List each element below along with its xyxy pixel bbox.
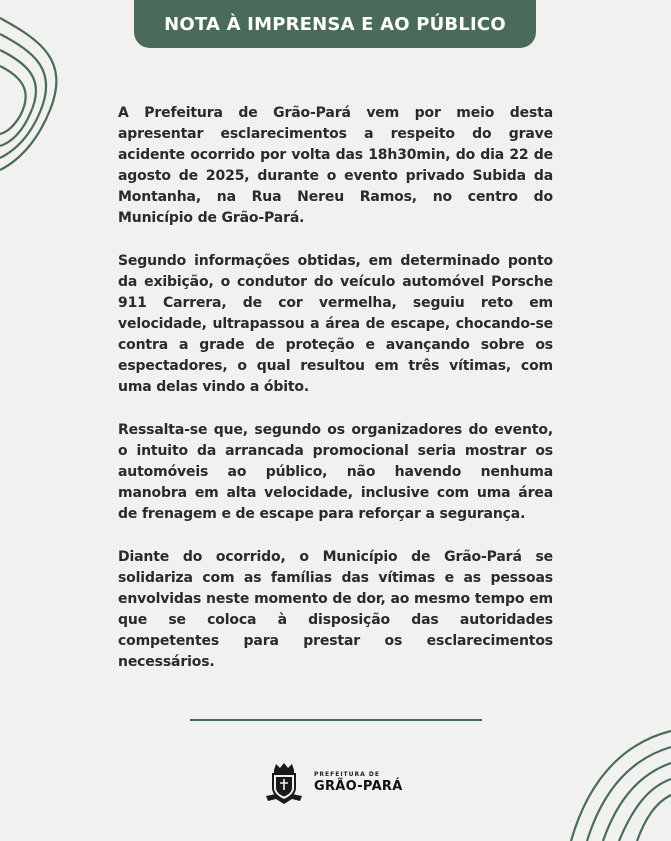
press-note-body: [118, 103, 553, 695]
header-banner: [134, 0, 536, 48]
paragraph-2: Segundo informações obtidas, em determinado ponto da exibição, o condutor do veículo automóvel Porsche 911 Carrera, de cor vermelha, seguiu reto em velocidade, ultrapassou a área de escape, chocando-se contra a grade de proteção e avançando sobre os espectadores, o qual resultou em três vítimas, com uma delas vindo a óbito.: [118, 253, 553, 395]
decorative-waves-bottom-right: [551, 721, 671, 841]
paragraph-1: A Prefeitura de Grão-Pará vem por meio desta apresentar esclarecimentos a respeito do grave acidente ocorrido por volta das 18h30min, do dia 22 de agosto de 2025, durante o evento privado Subida da Montanha, na Rua Nereu Ramos, no centro do Município de Grão-Pará.: [118, 105, 553, 226]
logo-city-name: GRÃO-PARÁ: [314, 778, 403, 794]
logo-prefeitura-label: PREFEITURA DE: [314, 770, 380, 778]
footer-divider: [190, 719, 482, 721]
paragraph-3: Ressalta-se que, segundo os organizadores do evento, o intuito da arrancada promocional seria mostrar os automóveis ao público, não havendo nenhuma manobra em alta velocidade, inclusive com uma área de frenagem e de escape para reforçar a segurança.: [118, 422, 553, 522]
page-title: NOTA À IMPRENSA E AO PÚBLICO: [164, 13, 506, 35]
decorative-waves-top-left: [0, 0, 120, 190]
logo-text: [314, 772, 403, 793]
paragraph-4: Diante do ocorrido, o Município de Grão-Pará se solidariza com as famílias das vítimas e as pessoas envolvidas neste momento de dor, ao mesmo tempo em que se coloca à disposição das autoridades competentes para prestar os esclarecimentos necessários.: [118, 549, 553, 670]
prefeitura-logo: [262, 760, 403, 804]
municipal-crest-icon: [262, 760, 306, 804]
